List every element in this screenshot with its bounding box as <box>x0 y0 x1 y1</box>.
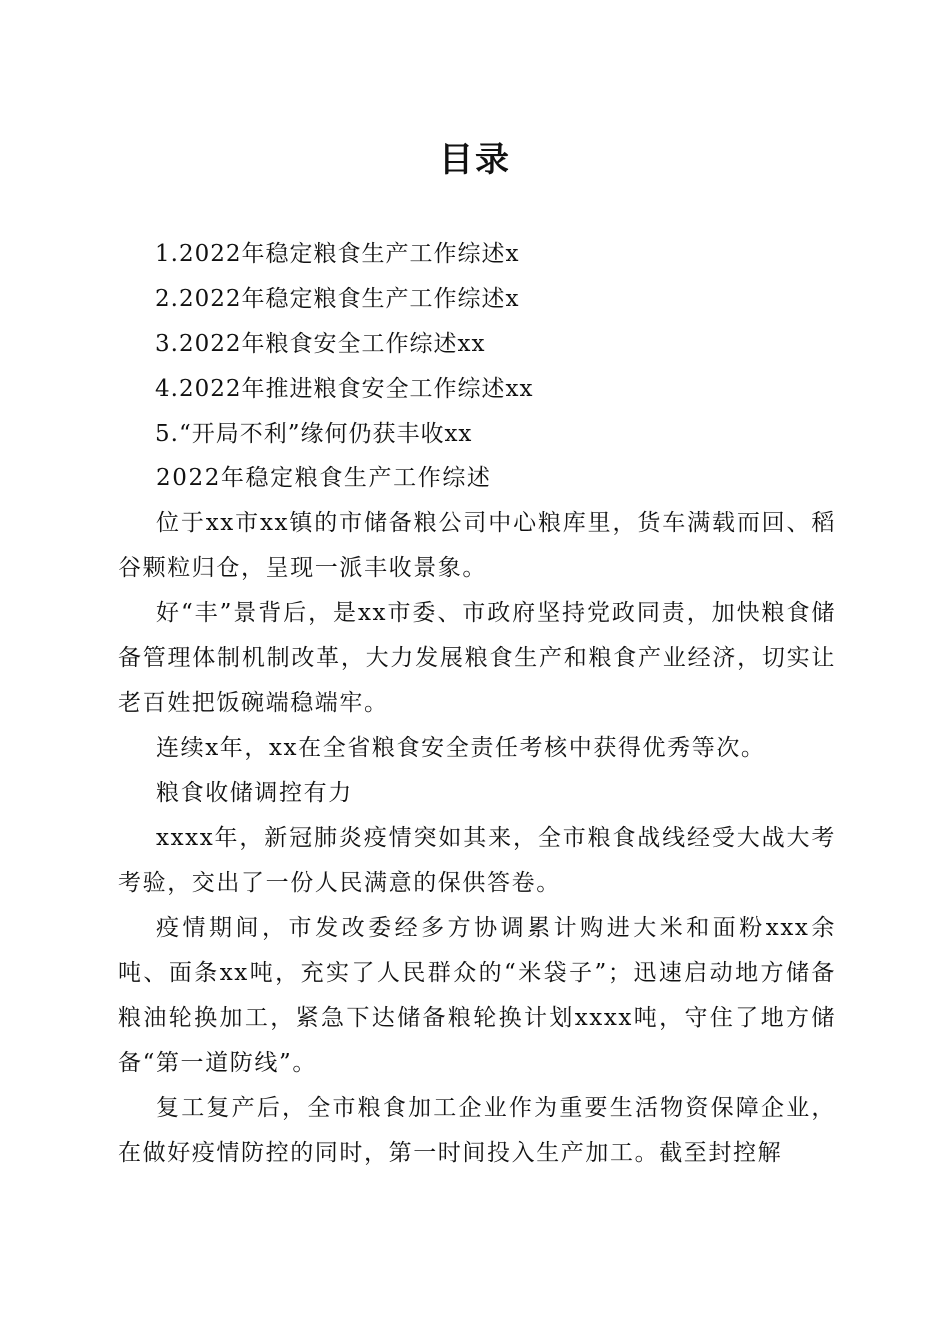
toc-item-5[interactable]: 5.“开局不利”缘何仍获丰收xx <box>155 421 473 447</box>
document-body <box>118 456 836 1176</box>
toc-item-4[interactable]: 4.2022年推进粮食安全工作综述xx <box>155 376 534 402</box>
paragraph-5: 疫情期间，市发改委经多方协调累计购进大米和面粉xxx余吨、面条xx吨，充实了人民群众的“米袋子”；迅速启动地方储备粮油轮换加工，紧急下达储备粮轮换计划xxxx吨，守住了地方储备“第一道防线”。 <box>118 915 836 1076</box>
page-title: 目录 <box>439 140 511 180</box>
toc-item-2[interactable]: 2.2022年稳定粮食生产工作综述x <box>155 286 520 312</box>
paragraph-3: 连续x年，xx在全省粮食安全责任考核中获得优秀等次。 <box>156 735 766 761</box>
paragraph-2: 好“丰”景背后，是xx市委、市政府坚持党政同责，加快粮食储备管理体制机制改革，大力发展粮食生产和粮食产业经济，切实让老百姓把饭碗端稳端牢。 <box>118 600 836 716</box>
table-of-contents <box>155 232 855 457</box>
paragraph-1: 位于xx市xx镇的市储备粮公司中心粮库里，货车满载而回、稻谷颗粒归仓，呈现一派丰收景象。 <box>118 510 836 581</box>
toc-item-1[interactable]: 1.2022年稳定粮食生产工作综述x <box>155 241 520 267</box>
paragraph-6: 复工复产后，全市粮食加工企业作为重要生活物资保障企业，在做好疫情防控的同时，第一时间投入生产加工。截至封控解 <box>118 1095 836 1166</box>
toc-item-3[interactable]: 3.2022年粮食安全工作综述xx <box>155 331 486 357</box>
section-heading: 粮食收储调控有力 <box>156 780 353 806</box>
article-heading: 2022年稳定粮食生产工作综述 <box>156 465 492 491</box>
paragraph-4: xxxx年，新冠肺炎疫情突如其来，全市粮食战线经受大战大考考验，交出了一份人民满意的保供答卷。 <box>118 825 836 896</box>
